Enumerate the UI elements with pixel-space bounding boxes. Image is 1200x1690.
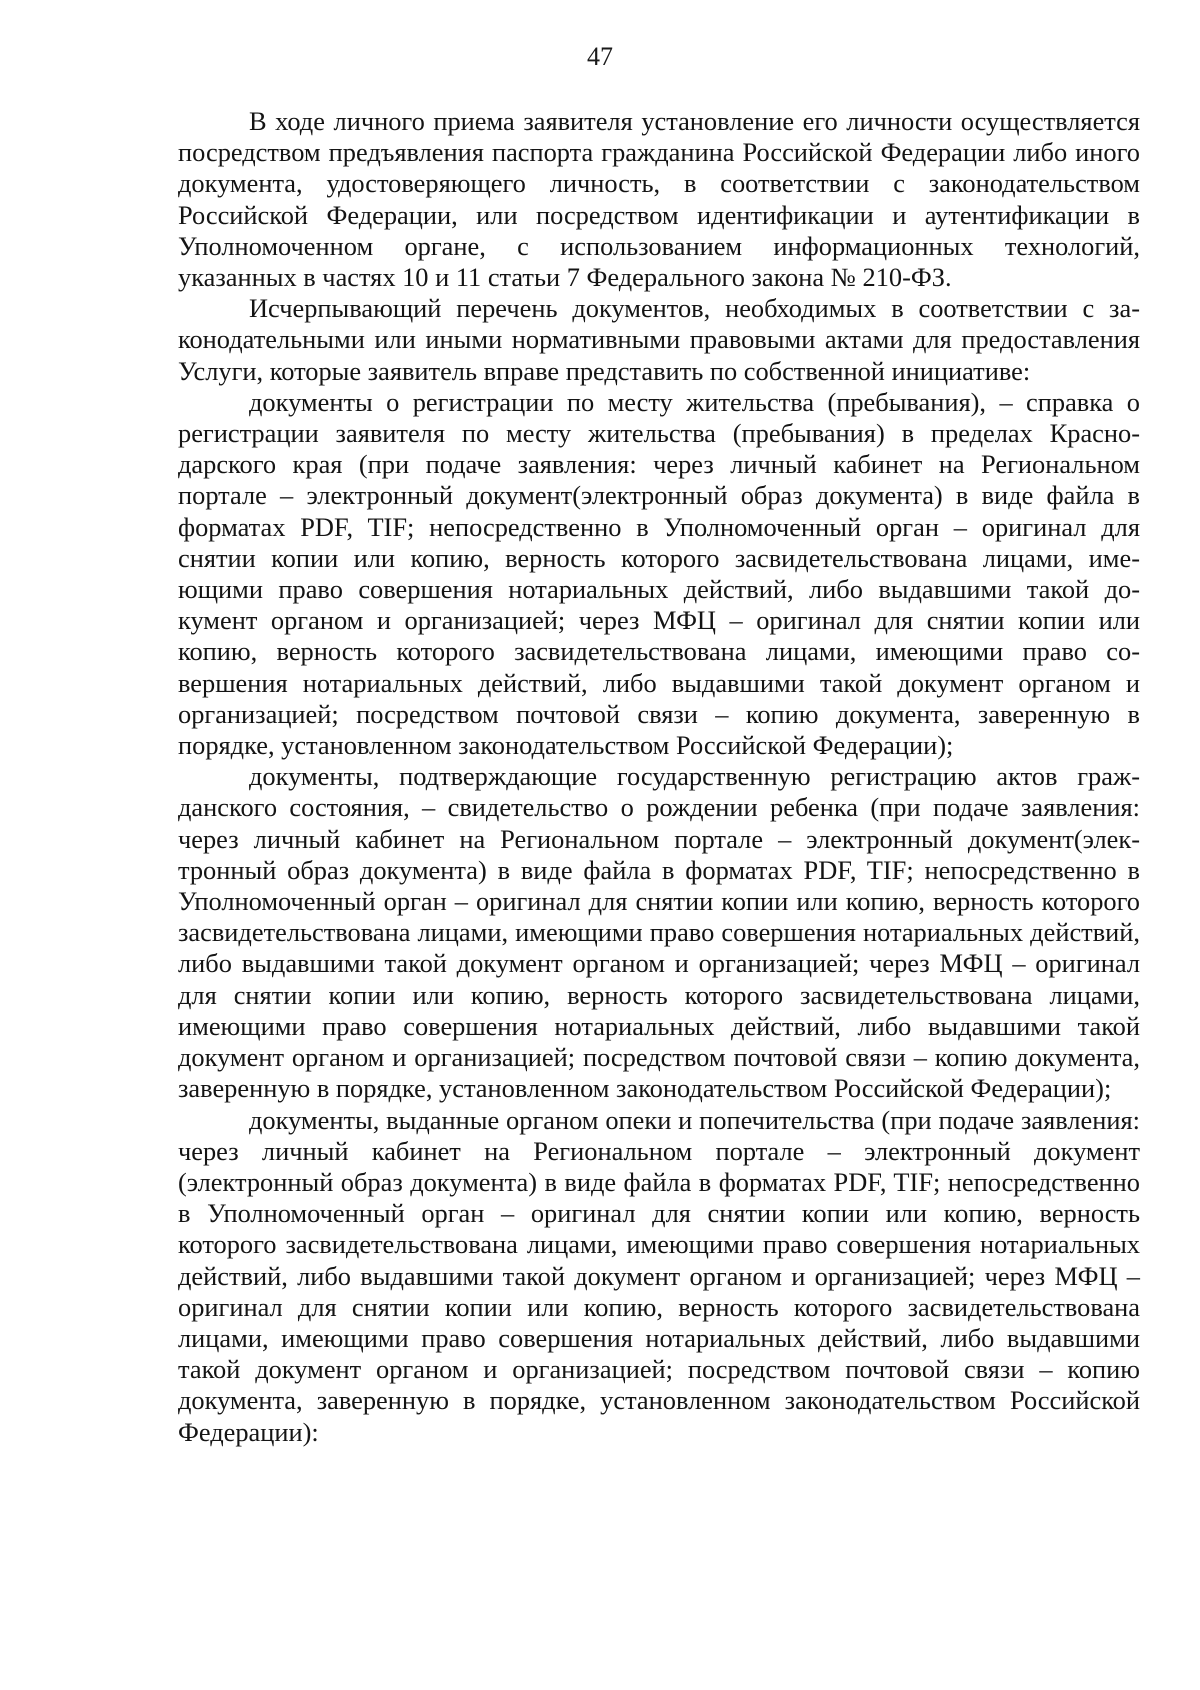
paragraph-personal-reception: В ходе личного приема заявителя установление его личности осуществляется посредством предъявления паспорта гражданина Российской Федерации либо иного документа, удостоверяющего личность, в соответствии с законодательством Российской Федерации, или посредством идентификации и аутентификации в Уполномоченном органе, с использованием информационных технологий, указанных в частях 10 и 11 статьи 7 Федерального закона № 210-ФЗ. — [178, 106, 1140, 293]
paragraph-documents-list-intro: Исчерпывающий перечень документов, необходимых в соответствии с законодательными или иными нормативными правовыми актами для предоставления Услуги, которые заявитель вправе представить по собственной инициативе: — [178, 293, 1140, 386]
body-text — [178, 106, 1140, 1448]
paragraph-civil-status-documents: документы, подтверждающие государственную регистрацию актов гражданского состояния, – свидетельство о рождении ребенка (при подаче заявления: через личный кабинет на Региональном портале – электронный документ(электронный образ документа) в виде файла в форматах PDF, TIF; непосредственно в Уполномоченный орган – оригинал для снятии копии или копию, верность которого засвидетельствована лицами, имеющими право совершения нотариальных действий, либо выдавшими такой документ органом и организацией; через МФЦ – оригинал для снятии копии или копию, верность которого засвидетельствована лицами, имеющими право совершения нотариальных действий, либо выдавшими такой документ органом и организацией; посредством почтовой связи – копию документа, заверенную в порядке, установленном законодательством Российской Федерации); — [178, 761, 1140, 1104]
page-number: 47 — [587, 42, 613, 71]
paragraph-registration-documents: документы о регистрации по месту жительства (пребывания), – справка о регистрации заявителя по месту жительства (пребывания) в пределах Краснодарского края (при подаче заявления: через личный кабинет на Региональном портале – электронный документ(электронный образ документа) в виде файла в форматах PDF, TIF; непосредственно в Уполномоченный орган – оригинал для снятии копии или копию, верность которого засвидетельствована лицами, имеющими право совершения нотариальных действий, либо выдавшими такой документ органом и организацией; через МФЦ – оригинал для снятии копии или копию, верность которого засвидетельствована лицами, имеющими право совершения нотариальных действий, либо выдавшими такой документ органом и организацией; посредством почтовой связи – копию документа, заверенную в порядке, установленном законодательством Российской Федерации); — [178, 386, 1140, 761]
paragraph-guardianship-documents: документы, выданные органом опеки и попечительства (при подаче заявления: через личный кабинет на Региональном портале – электронный документ (электронный образ документа) в виде файла в форматах PDF, TIF; непосредственно в Уполномоченный орган – оригинал для снятии копии или копию, верность которого засвидетельствована лицами, имеющими право совершения нотариальных действий, либо выдавшими такой документ органом и организацией; через МФЦ – оригинал для снятии копии или копию, верность которого засвидетельствована лицами, имеющими право совершения нотариальных действий, либо выдавшими такой документ органом и организацией; посредством почтовой связи – копию документа, заверенную в порядке, установленном законодательством Российской Федерации): — [178, 1104, 1140, 1447]
